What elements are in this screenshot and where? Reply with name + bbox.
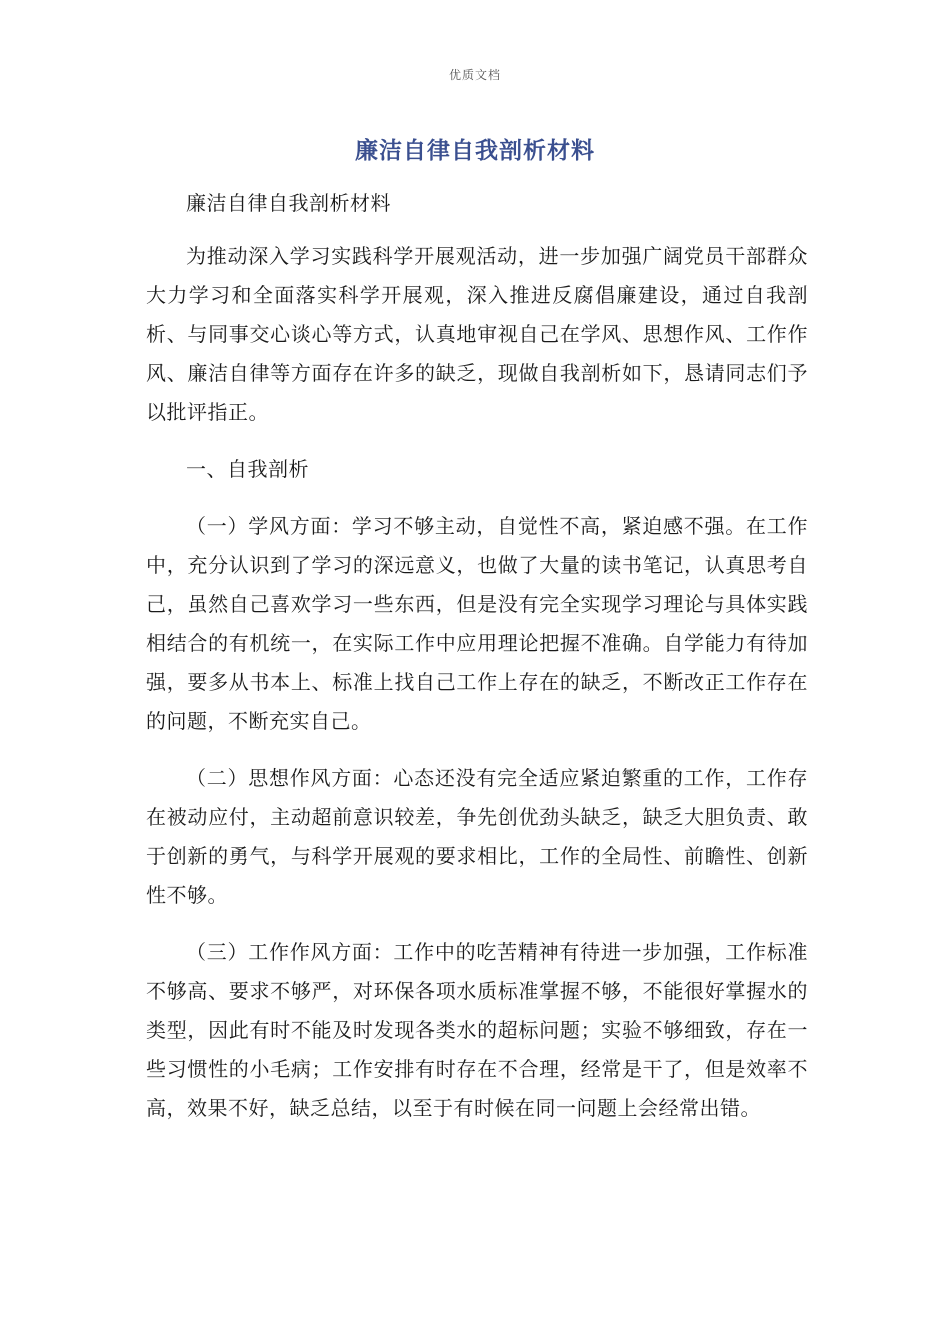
section-paragraph-work-style: （三）工作作风方面：工作中的吃苦精神有待进一步加强，工作标准不够高、要求不够严，对环保各项水质标准掌握不够，不能很好掌握水的类型，因此有时不能及时发现各类水的超标问题；实验不够细致，存在一些习惯性的小毛病；工作安排有时存在不合理，经常是干了，但是效率不高，效果不好，缺乏总结，以至于有时候在同一问题上会经常出错。 — [146, 940, 808, 1120]
intro-paragraph: 为推动深入学习实践科学开展观活动，进一步加强广阔党员干部群众大力学习和全面落实科学开展观，深入推进反腐倡廉建设，通过自我剖析、与同事交心谈心等方式，认真地审视自己在学风、思想作风、工作作风、廉洁自律等方面存在许多的缺乏，现做自我剖析如下，恳请同志们予以批评指正。 — [146, 244, 808, 424]
document-body — [146, 184, 808, 1128]
document-title: 廉洁自律自我剖析材料 — [355, 138, 595, 164]
section-paragraph-thinking-style: （二）思想作风方面：心态还没有完全适应紧迫繁重的工作，工作存在被动应付，主动超前意识较差，争先创优劲头缺乏，缺乏大胆负责、敢于创新的勇气，与科学开展观的要求相比，工作的全局性、前瞻性、创新性不够。 — [146, 766, 808, 907]
document-subtitle: 廉洁自律自我剖析材料 — [186, 191, 391, 215]
section-paragraph-study-style: （一）学风方面：学习不够主动，自觉性不高，紧迫感不强。在工作中，充分认识到了学习的深远意义，也做了大量的读书笔记，认真思考自己，虽然自己喜欢学习一些东西，但是没有完全实现学习理论与具体实践相结合的有机统一，在实际工作中应用理论把握不准确。自学能力有待加强，要多从书本上、标准上找自己工作上存在的缺乏，不断改正工作存在的问题，不断充实自己。 — [146, 514, 808, 733]
section-heading: 一、自我剖析 — [186, 457, 309, 481]
header-label: 优质文档 — [448, 68, 501, 82]
